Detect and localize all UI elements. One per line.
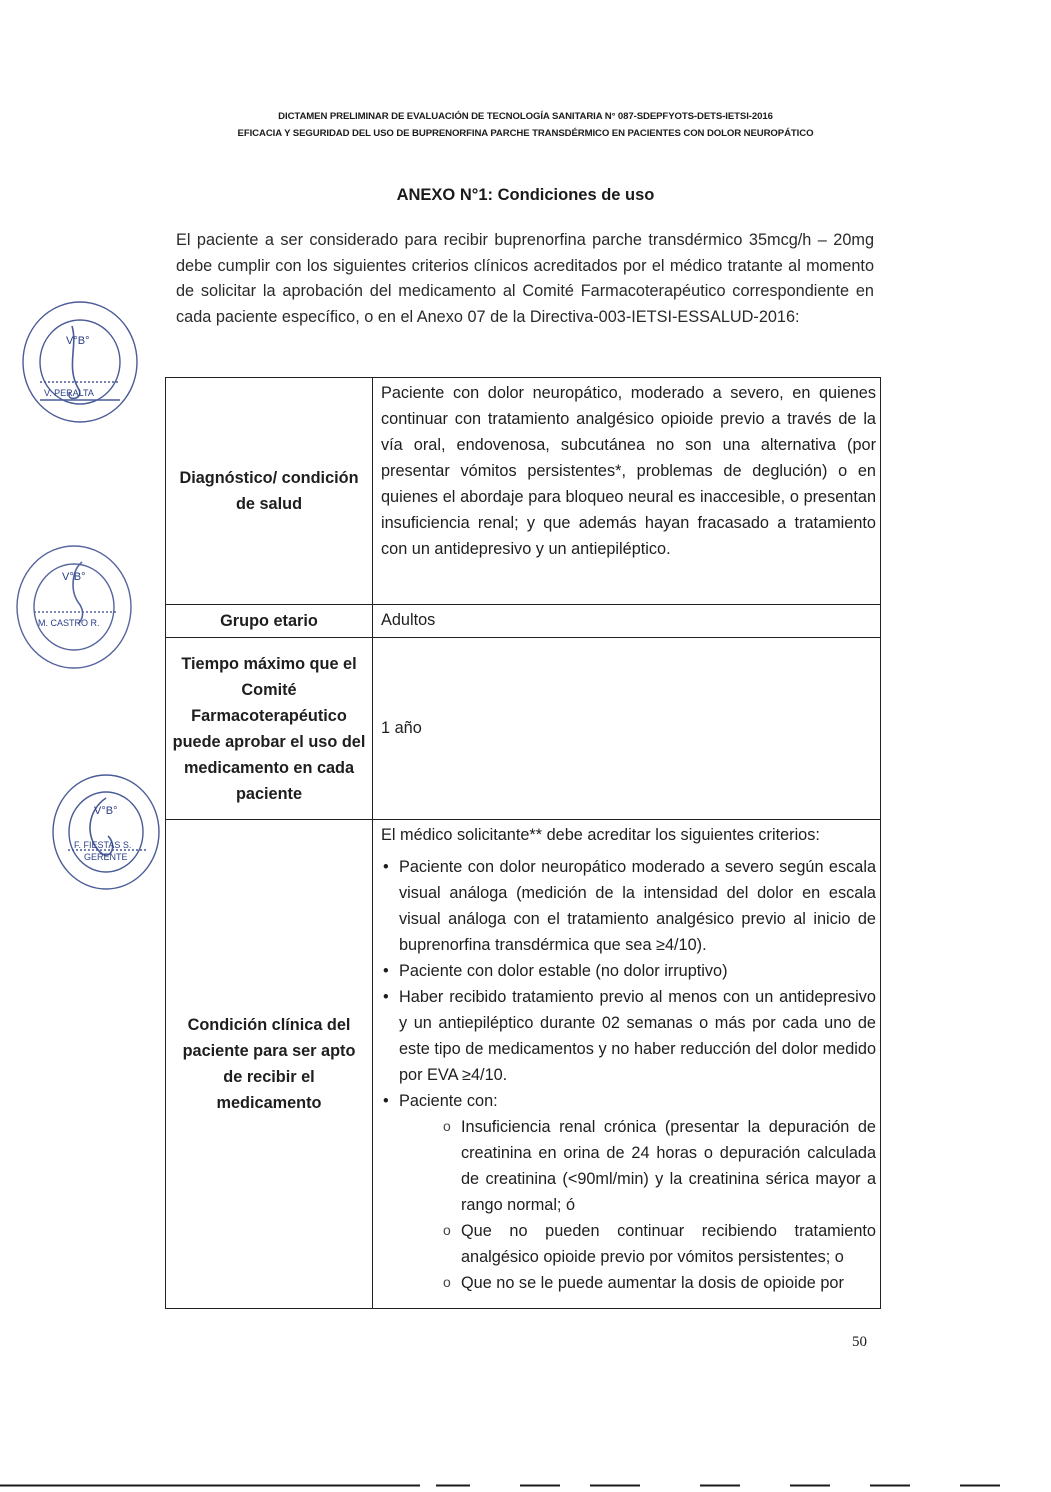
list-item-text: Paciente con: <box>399 1092 498 1110</box>
stamp-mark: V°B° <box>66 335 90 347</box>
list-item: • Paciente con dolor estable (no dolor irruptivo) <box>381 958 876 984</box>
row-value-diagnosis: Paciente con dolor neuropático, moderado a severo, en quienes continuar con tratamiento analgésico opioide previo a través de la vía oral, endovenosa, subcutánea no son una alternativa (por presentar vómitos persistentes*, problemas de deglución) o en quienes el abordaje para bloqueo neural es inaccesible, o presentan insuficiencia renal; y que además hayan fracasado a tratamiento con un antidepresivo y un antiepiléptico. <box>373 378 881 605</box>
header-line-2: EFICACIA Y SEGURIDAD DEL USO DE BUPRENORFINA PARCHE TRANSDÉRMICO EN PACIENTES CON DOLOR NEUROPÁTICO <box>237 128 814 139</box>
table-row <box>166 378 881 605</box>
row-label-diagnosis: Diagnóstico/ condición de salud <box>166 378 373 605</box>
page-number: 50 <box>852 1334 867 1350</box>
sub-list-item: o Que no pueden continuar recibiendo tratamiento analgésico opioide previo por vómitos persistentes; o <box>443 1218 876 1270</box>
conditions-table <box>165 377 881 1309</box>
row-label-age-group: Grupo etario <box>166 605 373 638</box>
stamp-subtitle: GERENTE <box>84 852 128 862</box>
row-label-clinical-condition: Condición clínica del paciente para ser apto de recibir el medicamento <box>166 820 373 1309</box>
header-line-1: DICTAMEN PRELIMINAR DE EVALUACIÓN DE TECNOLOGÍA SANITARIA N° 087-SDEPFYOTS-DETS-IETSI-2016 <box>278 111 773 122</box>
sub-criteria-list <box>399 1114 876 1296</box>
row-value-max-time: 1 año <box>373 638 881 820</box>
row-value-age-group: Adultos <box>373 605 881 638</box>
criteria-list <box>381 854 876 1296</box>
list-item: • Paciente con dolor neuropático moderado a severo según escala visual análoga (medición de la intensidad del dolor en escala visual análoga con el tratamiento analgésico previo al inicio de buprenorfina transdérmica que sea ≥4/10). <box>381 854 876 958</box>
stamp-mark: V°B° <box>62 571 86 583</box>
row-value-clinical-condition <box>373 820 881 1309</box>
seal-stamp-icon <box>18 296 142 428</box>
sub-list-item: o Insuficiencia renal crónica (presentar la depuración de creatinina en orina de 24 horas o depuración calculada de creatinina (<90ml/min) y la creatinina sérica mayor a rango normal; ó <box>443 1114 876 1218</box>
criteria-intro: El médico solicitante** debe acreditar los siguientes criterios: <box>381 826 820 844</box>
list-item <box>381 1088 876 1296</box>
row-label-max-time: Tiempo máximo que el Comité Farmacoterapéutico puede aprobar el uso del medicamento en cada paciente <box>166 638 373 820</box>
table-row <box>166 820 881 1309</box>
stamp-name: F. FIESTAS S. <box>74 840 132 850</box>
annex-title: ANEXO N°1: Condiciones de uso <box>396 186 655 204</box>
seal-stamp-icon <box>12 540 136 674</box>
seal-stamp-icon <box>48 770 164 894</box>
intro-paragraph: El paciente a ser considerado para recibir buprenorfina parche transdérmico 35mcg/h – 20mg debe cumplir con los siguientes criterios clínicos acreditados por el médico tratante al momento de solicitar la aprobación del medicamento al Comité Farmacoterapéutico correspondiente en cada paciente específico, o en el Anexo 07 de la Directiva-003-IETSI-ESSALUD-2016: <box>176 231 874 326</box>
table-row <box>166 638 881 820</box>
scan-edge-divider <box>0 1484 1051 1487</box>
stamp-name: M. CASTRO R. <box>38 618 100 628</box>
table-row <box>166 605 881 638</box>
stamp-mark: V°B° <box>94 805 118 817</box>
sub-list-item: o Que no se le puede aumentar la dosis de opioide por <box>443 1270 876 1296</box>
list-item: • Haber recibido tratamiento previo al menos con un antidepresivo y un antiepiléptico durante 02 semanas o más por cada uno de este tipo de medicamentos y no haber reducción del dolor medido por EVA ≥4/10. <box>381 984 876 1088</box>
stamp-name: V. PERALTA <box>44 388 94 398</box>
